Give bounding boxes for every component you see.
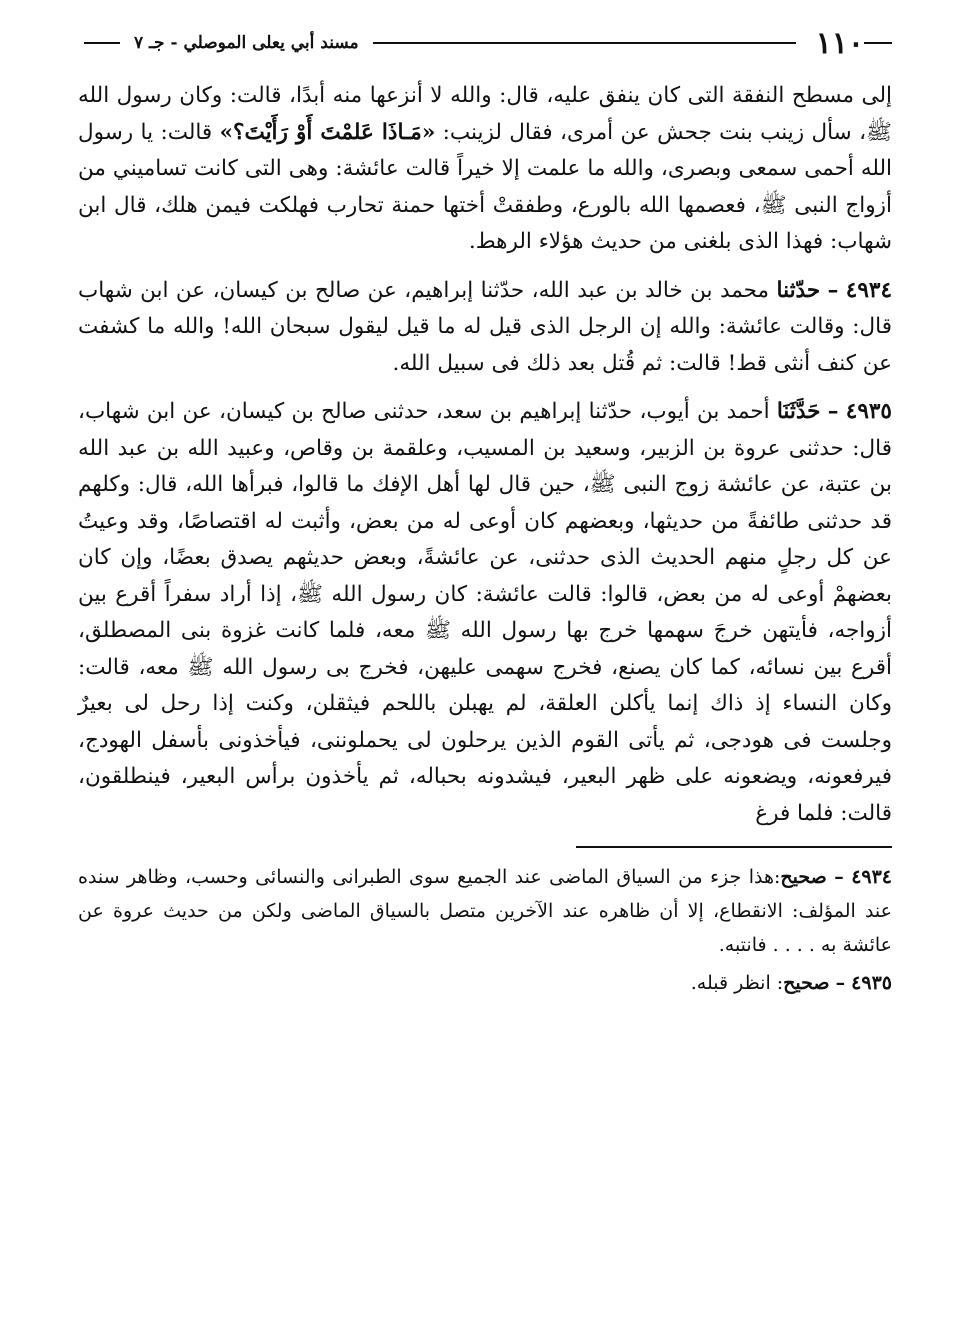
hadith-4934 <box>78 273 892 383</box>
hadith-lead-word: حدّثنا <box>776 277 821 303</box>
prophet-quote: «مَـاذَا عَلمْتَ أَوْ رَأَيْتَ؟» <box>219 119 436 145</box>
footnote-number: ٤٩٣٥ <box>851 972 892 994</box>
paragraph-text-rest: قالت: يا رسول الله أحمى سمعى وبصرى، والله ما علمت إلا خيراً قالت عائشة: وهى التى كانت تساميني من أزواج النبى ﷺ، فعصمها الله بالورع، وطفقتْ أختها حمنة تحارب فهلكت فيمن هلك، قال ابن شهاب: فهذا الذى بلغنى من حديث هؤلاء الرهط. <box>78 119 892 254</box>
footnote-separator <box>576 846 892 848</box>
book-page <box>78 22 892 1312</box>
footnotes <box>78 860 892 1000</box>
hadith-text: أحمد بن أيوب، حدّثنا إبراهيم بن سعد، حدثنى صالح بن كيسان، عن ابن شهاب، قال: حدثنى عروة بن الزبير، وسعيد بن المسيب، وعلقمة بن وقاص، وعبيد الله بن عبد الله بن عتبة، عن عائشة زوج النبى ﷺ، حين قال لها أهل الإفك ما قالوا، فبرأها الله، قال: وكلهم قد حدثنى طائفةً من حديثها، وبعضهم كان أوعى له من بعض، وأثبت له اقتصاصًا، وقد وعيتُ عن كل رجلٍ منهم الحديث الذى حدثنى، عن عائشةً، وبعض حديثهم يصدق بعضًا، وإن كان بعضهمْ أوعى له من بعض، قالوا: قالت عائشة: كان رسول الله ﷺ، إذا أراد سفراً أقرع بين أزواجه، فأيتهن خرجَ سهمها خرج بها رسول الله ﷺ معه، فلما كانت غزوة بنى المصطلق، أقرع بين نسائه، كما كان يصنع، فخرج سهمى عليهن، فخرج بى رسول الله ﷺ معه، قالت: وكان النساء إذ ذاك إنما يأكلن العلقة، لم يهبلن باللحم فيثقلن، وكنت إذا رحل لى بعيرٌ وجلست فى هودجى، ثم يأتى القوم الذين يرحلون لى يحملوننى، فيأخذونى بأسفل الهودج، فيرفعونه، ويضعونه على ظهر البعير، فيشدونه بحباله، ثم يأخذون برأس البعير، فينطلقون، قالت: فلما فرغ <box>78 399 892 826</box>
footnote-number: ٤٩٣٤ <box>851 866 893 888</box>
hadith-text: محمد بن خالد بن عبد الله، حدّثنا إبراهيم، عن صالح بن كيسان، عن ابن شهاب قال: وقالت عائشة: والله إن الرجل الذى قيل له ما قيل ليقول سبحان الله! والله ما كشفت عن كنف أنثى قط! قالت: ثم قُتل بعد ذلك فى سبيل الله. <box>78 277 892 376</box>
hadith-number: ٤٩٣٥ <box>845 399 892 424</box>
paragraph-text: إلى مسطح النفقة التى كان ينفق عليه، قال: والله لا أنزعها منه أبدًا، قالت: وكان رسول الله ﷺ، سأل زينب بنت جحش عن أمرى، فقال لزينب: <box>78 83 892 145</box>
header-rule-trailing <box>84 42 120 44</box>
page-number: ١١٠ <box>815 25 864 61</box>
footnote-label: صحيح <box>780 866 827 888</box>
paragraph-continuation <box>78 78 892 261</box>
footnote-4935 <box>78 966 892 1000</box>
hadith-4935 <box>78 394 892 832</box>
header-rule <box>373 42 796 44</box>
header-rule-leading <box>864 42 892 44</box>
footnote-text: : انظر قبله. <box>690 972 784 994</box>
footnote-4934 <box>78 860 892 962</box>
page-header <box>78 22 892 64</box>
hadith-dash: – <box>827 277 839 303</box>
hadith-number: ٤٩٣٤ <box>845 277 892 303</box>
running-title: مسند أبي يعلى الموصلي - جـ ٧ <box>134 33 359 53</box>
footnote-dash: – <box>835 972 846 994</box>
hadith-lead-word: حَدَّثَنَا <box>776 399 821 424</box>
hadith-dash: – <box>827 399 839 424</box>
footnote-text: :هذا جزء من السياق الماضى عند الجميع سوى الطبرانى والنسائى وحسب، وظاهر سنده عند المؤلف: الانقطاع، إلا أن ظاهره عند الآخرين متصل بالسياق الماضى ولكن من حديث عروة عن عائشة به . . . . فانتبه. <box>78 866 892 956</box>
footnote-label: صحيح <box>783 972 830 994</box>
footnote-dash: – <box>834 866 844 888</box>
main-text <box>78 78 892 832</box>
